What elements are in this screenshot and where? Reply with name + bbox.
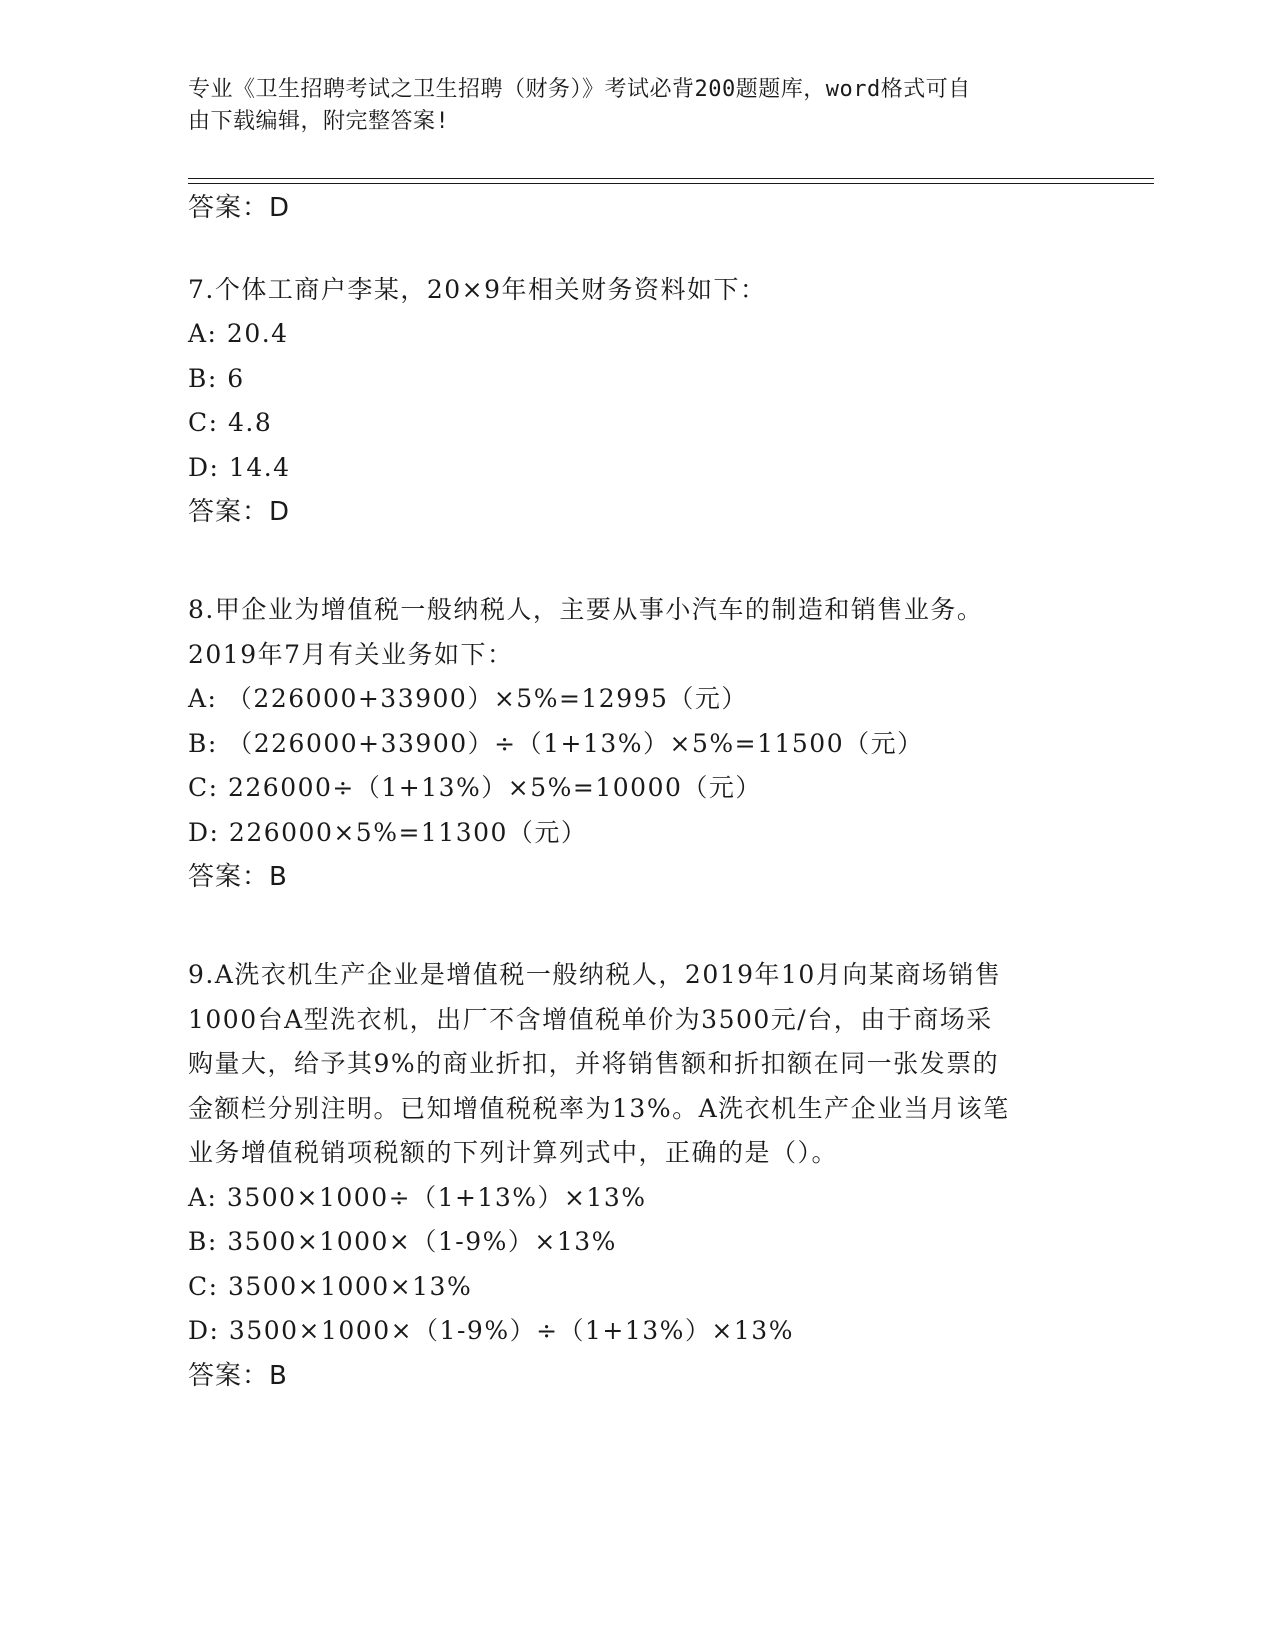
question-8-option-a: A: （226000+33900）×5%=12995（元） [188,684,748,713]
document-header [188,74,1068,138]
question-7-option-c: C: 4.8 [188,408,273,437]
question-9-stem-line-3: 购量大，给予其9%的商业折扣，并将销售额和折扣额在同一张发票的 [188,1049,1000,1078]
question-8-option-b: B: （226000+33900）÷（1+13%）×5%=11500（元） [188,729,924,758]
question-8-option-d: D: 226000×5%=11300（元） [188,818,588,847]
question-7-option-d: D: 14.4 [188,453,291,482]
question-8-stem-line-2: 2019年7月有关业务如下： [188,640,514,669]
question-9-stem-line-2: 1000台A型洗衣机，出厂不含增值税单价为3500元/台，由于商场采 [188,1005,993,1034]
question-9-option-c: C: 3500×1000×13% [188,1272,473,1301]
header-line-2: 由下载编辑，附完整答案! [188,109,450,134]
question-8-stem-line-1: 8.甲企业为增值税一般纳税人，主要从事小汽车的制造和销售业务。 [188,595,984,624]
question-7-option-b: B: 6 [188,364,245,393]
question-9-stem-line-5: 业务增值税销项税额的下列计算列式中，正确的是（）。 [188,1138,839,1167]
header-divider-bottom [188,183,1154,184]
question-9-stem-line-1: 9.A洗衣机生产企业是增值税一般纳税人，2019年10月向某商场销售 [188,960,1002,989]
header-divider-top [188,178,1154,179]
question-9-option-b: B: 3500×1000×（1-9%）×13% [188,1227,617,1256]
question-8-answer: 答案：B [188,862,288,892]
question-7-answer: 答案：D [188,497,291,527]
question-9-option-d: D: 3500×1000×（1-9%）÷（1+13%）×13% [188,1316,794,1345]
question-7-stem: 7.个体工商户李某，20×9年相关财务资料如下： [188,275,767,304]
question-7-option-a: A: 20.4 [188,319,289,348]
previous-answer: 答案：D [188,193,291,223]
question-8-option-c: C: 226000÷（1+13%）×5%=10000（元） [188,773,762,802]
question-9-stem-line-4: 金额栏分别注明。已知增值税税率为13%。A洗衣机生产企业当月该笔 [188,1094,1010,1123]
header-line-1: 专业《卫生招聘考试之卫生招聘（财务）》考试必背200题题库，word格式可自 [188,77,971,102]
question-9-option-a: A: 3500×1000÷（1+13%）×13% [188,1183,647,1212]
question-9-answer: 答案：B [188,1361,288,1391]
